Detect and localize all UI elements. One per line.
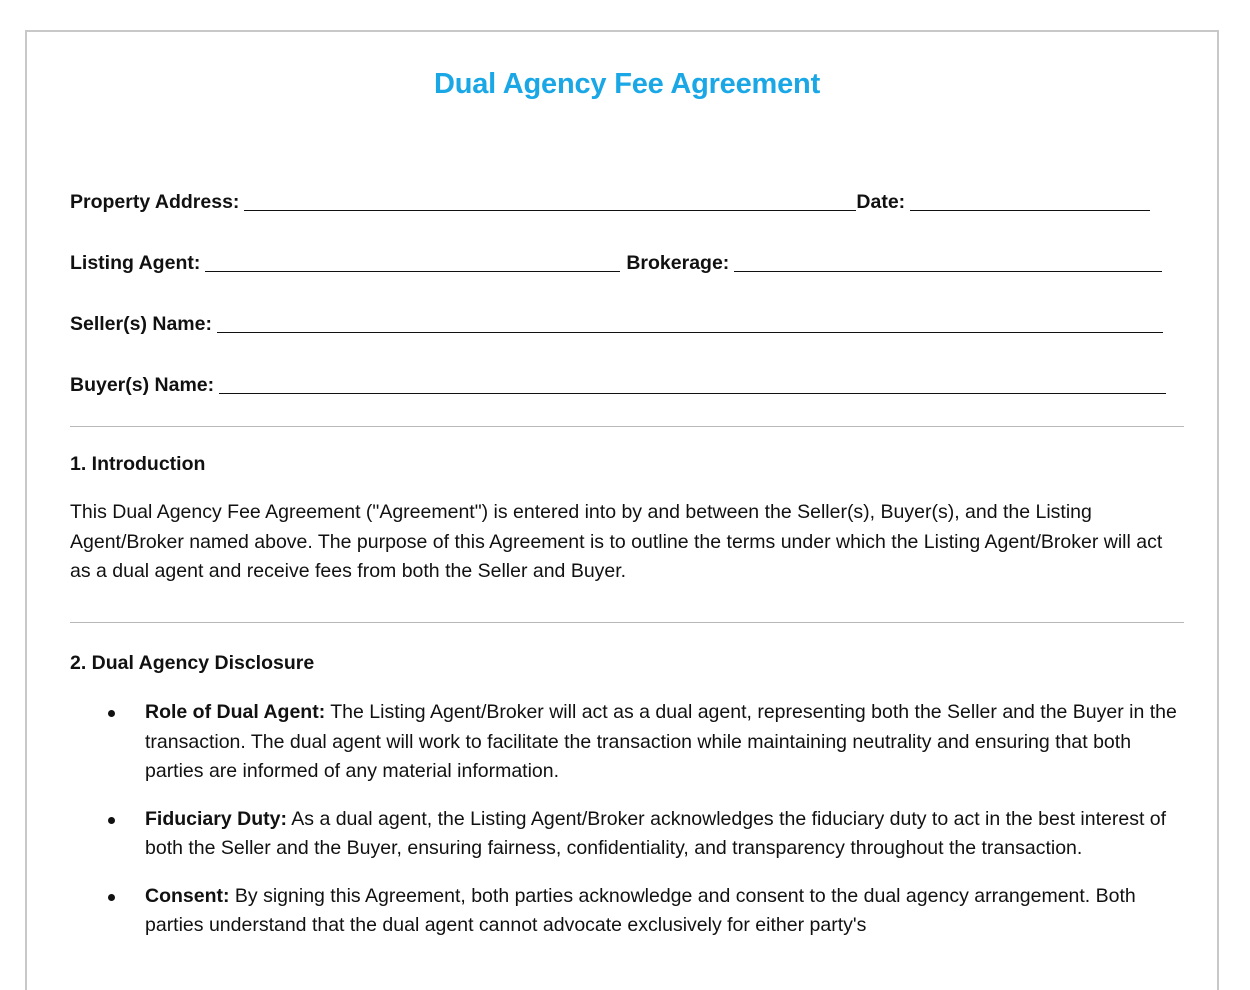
buyers-row: [70, 371, 1184, 397]
bullet-term: Consent:: [145, 884, 230, 907]
date-field[interactable]: [910, 190, 1150, 211]
introduction-heading: 1. Introduction: [70, 453, 206, 475]
brokerage-label: Brokerage:: [626, 252, 730, 274]
sellers-name-field[interactable]: [217, 312, 1163, 333]
buyers-name-field[interactable]: [219, 373, 1166, 394]
bullet-icon: [108, 894, 115, 901]
bullet-icon: [108, 817, 115, 824]
document-title: Dual Agency Fee Agreement: [433, 68, 821, 100]
listing-agent-field[interactable]: [205, 251, 620, 272]
list-item: [70, 882, 1184, 941]
listing-agent-label: Listing Agent:: [70, 252, 201, 274]
date-label: Date:: [856, 191, 906, 213]
sellers-name-label: Seller(s) Name:: [70, 313, 212, 335]
introduction-paragraph: This Dual Agency Fee Agreement ("Agreement") is entered into by and between the Seller(s), Buyer(s), and the Listing Agent/Broker named above. The purpose of this Agreement is to outline the terms under which the Listing Agent/Broker will act as a dual agent and receive fees from both the Seller and Buyer.: [70, 501, 1163, 582]
buyers-name-label: Buyer(s) Name:: [70, 374, 215, 396]
property-address-field[interactable]: [244, 190, 856, 211]
list-item: [70, 805, 1184, 864]
bullet-term: Fiduciary Duty:: [145, 807, 287, 830]
sellers-row: [70, 310, 1184, 336]
bullet-icon: [108, 710, 115, 717]
property-address-label: Property Address:: [70, 191, 240, 213]
bullet-text: By signing this Agreement, both parties acknowledge and consent to the dual agency arrangement. Both parties understand that the dual agent cannot advocate exclusively for either party's: [145, 884, 1136, 936]
bullet-text: As a dual agent, the Listing Agent/Broker acknowledges the fiduciary duty to act in the best interest of both the Seller and the Buyer, ensuring fairness, confidentiality, and transparency throughout the transaction.: [145, 807, 1167, 859]
dual-agency-disclosure-heading: 2. Dual Agency Disclosure: [70, 652, 315, 674]
agent-brokerage-row: [70, 249, 1184, 275]
list-item: [70, 698, 1184, 787]
property-date-row: [70, 188, 1184, 214]
section-divider: [70, 622, 1184, 623]
brokerage-field[interactable]: [734, 251, 1162, 272]
document-page: [25, 30, 1219, 990]
section-divider: [70, 426, 1184, 427]
disclosure-list: [70, 698, 1184, 959]
bullet-term: Role of Dual Agent:: [145, 701, 326, 723]
bullet-text: The Listing Agent/Broker will act as a dual agent, representing both the Seller and the Buyer in the transaction. The dual agent will work to facilitate the transaction while maintaining neutrality and ensuring that both parties are informed of any material information.: [145, 701, 1177, 782]
